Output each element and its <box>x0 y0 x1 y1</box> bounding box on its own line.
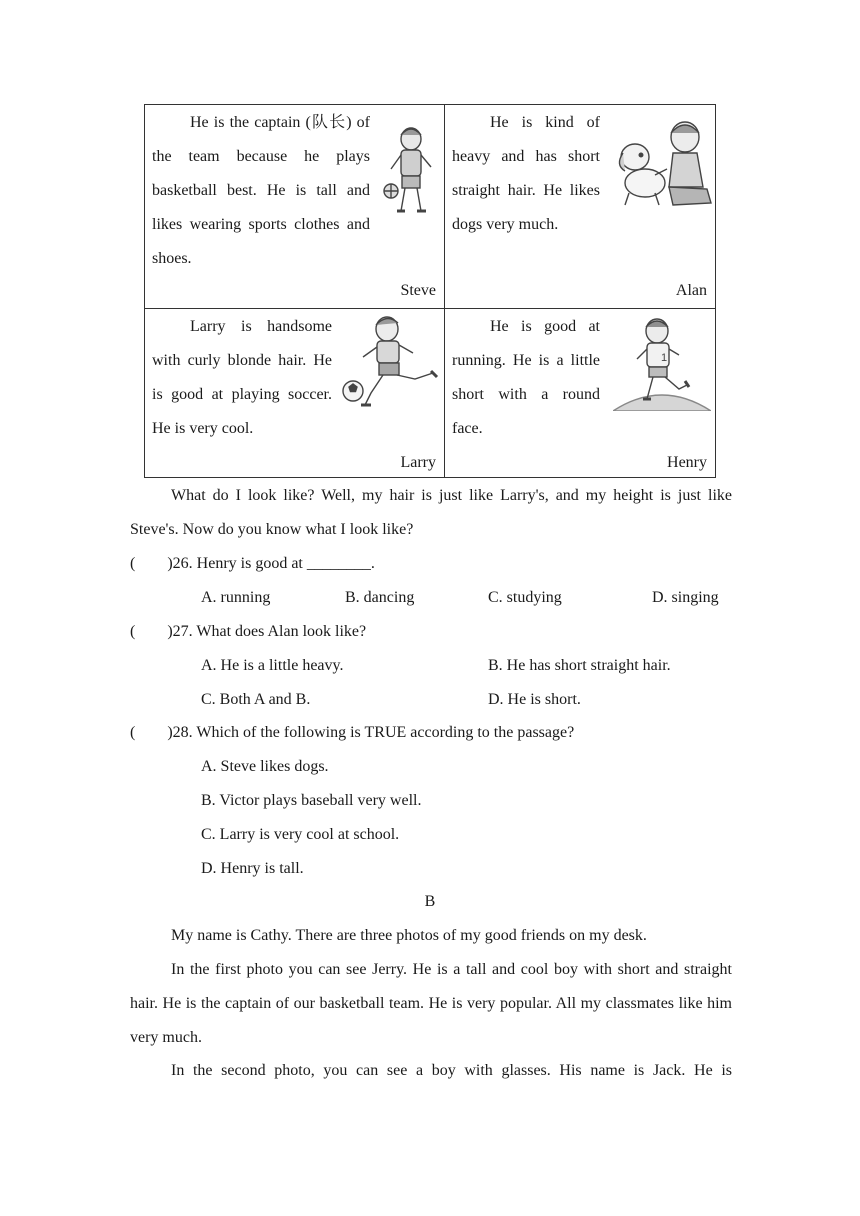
q26-option-c[interactable]: C. studying <box>488 589 562 606</box>
card-name: Henry <box>667 454 707 471</box>
svg-text:1: 1 <box>661 352 668 364</box>
description-table <box>144 104 716 478</box>
boy-running-picture <box>613 315 711 411</box>
q27-option-a[interactable]: A. He is a little heavy. <box>201 657 344 674</box>
section-b-paragraph: My name is Cathy. There are three photos of my good friends on my desk. <box>171 927 647 944</box>
boy-kicking-soccer-ball-picture <box>341 313 443 413</box>
q28-option-d[interactable]: D. Henry is tall. <box>201 860 304 877</box>
closing-paragraph: What do I look like? Well, my hair is just like Larry's, and my height is just like Steve's. Now do you know what I look like? <box>130 487 732 538</box>
card-steve <box>145 105 445 309</box>
card-text: He is good at running. He is a little short with a round face. <box>452 318 600 437</box>
q26-option-a[interactable]: A. running <box>201 589 271 606</box>
q28-option-a[interactable]: A. Steve likes dogs. <box>201 758 329 775</box>
card-text: He is kind of heavy and has short straight hair. He likes dogs very much. <box>452 114 600 233</box>
q26-option-d[interactable]: D. singing <box>652 589 719 606</box>
q28-option-b[interactable]: B. Victor plays baseball very well. <box>201 792 422 809</box>
card-henry <box>445 309 715 477</box>
question-28: ( )28. Which of the following is TRUE according to the passage? <box>130 724 575 741</box>
card-larry <box>145 309 445 477</box>
section-b-heading: B <box>424 893 436 910</box>
q27-option-c[interactable]: C. Both A and B. <box>201 691 311 708</box>
q27-option-b[interactable]: B. He has short straight hair. <box>488 657 671 674</box>
card-alan <box>445 105 715 309</box>
question-26: ( )26. Henry is good at ________. <box>130 555 375 572</box>
boy-with-dog-picture <box>611 117 715 211</box>
boy-with-basketball-picture <box>381 123 441 223</box>
q27-option-d[interactable]: D. He is short. <box>488 691 581 708</box>
section-b-paragraph: In the second photo, you can see a boy with glasses. His name is Jack. He is <box>171 1062 732 1079</box>
card-name: Steve <box>400 282 436 299</box>
question-27: ( )27. What does Alan look like? <box>130 623 367 640</box>
card-text: He is the captain (队长) of the team because he plays basketball best. He is tall and likes wearing sports clothes and shoes. <box>152 114 370 267</box>
card-name: Larry <box>400 454 436 471</box>
section-b-paragraph: In the first photo you can see Jerry. He is a tall and cool boy with short and straight hair. He is the captain of our basketball team. He is very popular. All my classmates like him very much. <box>130 961 732 1046</box>
q28-option-c[interactable]: C. Larry is very cool at school. <box>201 826 400 843</box>
card-name: Alan <box>675 282 707 299</box>
card-text: Larry is handsome with curly blonde hair. He is good at playing soccer. He is very cool. <box>152 318 332 437</box>
q26-option-b[interactable]: B. dancing <box>345 589 415 606</box>
